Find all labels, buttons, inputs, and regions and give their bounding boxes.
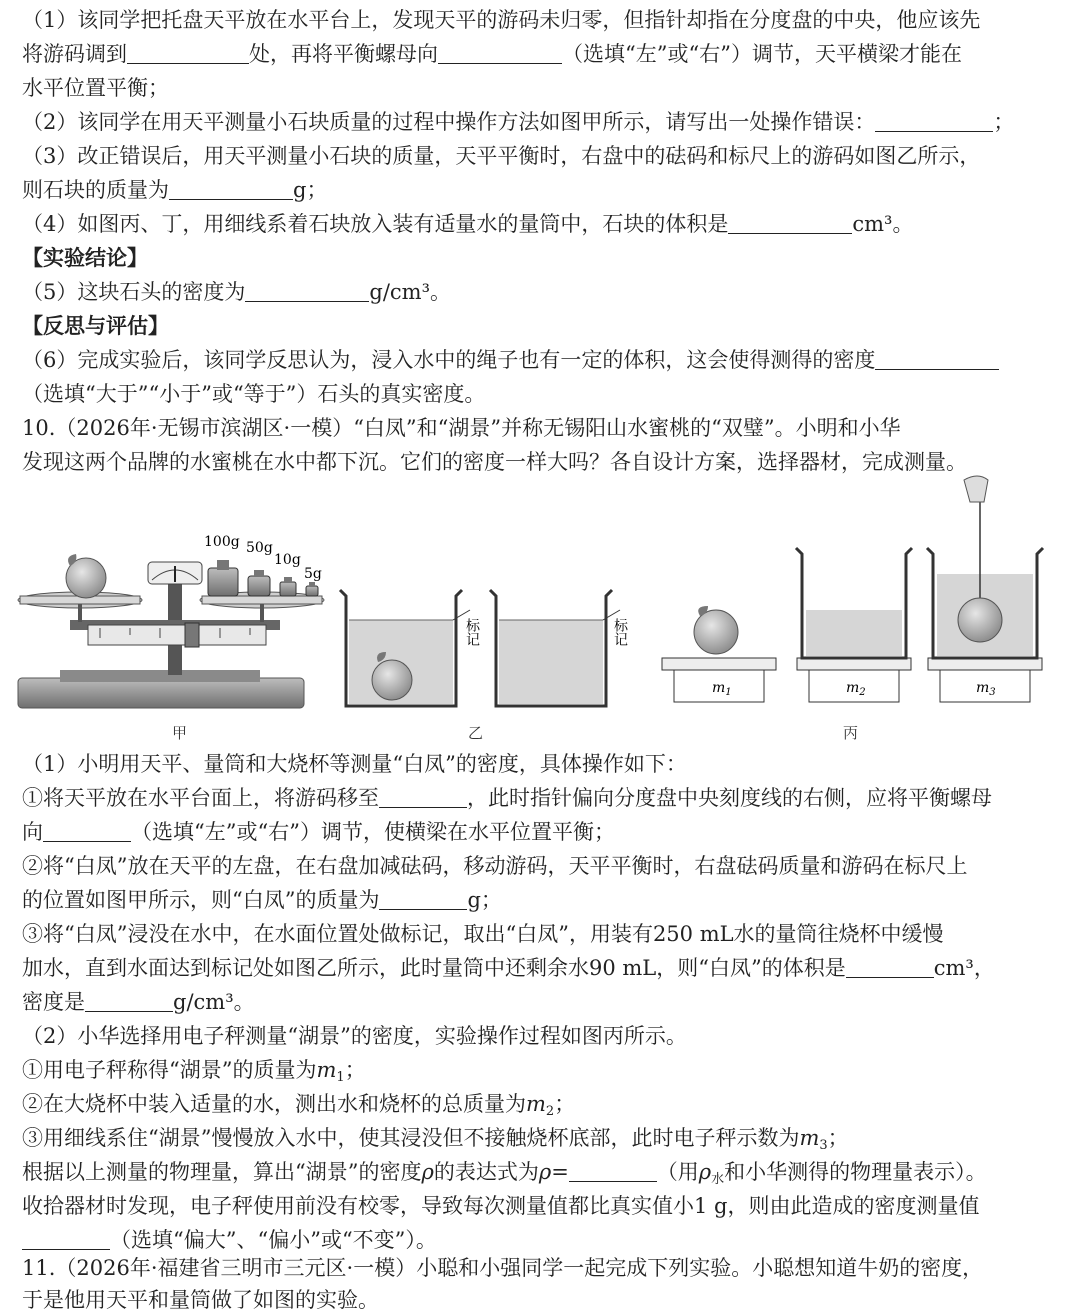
q9-part1-line3: 水平位置平衡； — [22, 76, 169, 100]
m3-label: $m_3$ — [976, 680, 996, 698]
scale-2 — [796, 548, 912, 702]
weight-label: 5g — [304, 566, 322, 582]
balance-scale — [18, 554, 324, 708]
q10-part2-formula: 根据以上测量的物理量，算出“湖景”的密度ρ的表达式为ρ= （用$\rho_水$和小华测得的物理量表示）。 — [22, 1160, 987, 1187]
q9-part2: （2）该同学在用天平测量小石块质量的过程中操作方法如图甲所示，请写出一处操作错误： ； — [22, 110, 1015, 134]
q10-part2-choice: （选填“偏大”、“偏小”或“不变”）。 — [22, 1228, 437, 1252]
weight-label: 10g — [274, 552, 301, 568]
answer-blank[interactable] — [127, 43, 249, 64]
beaker-with-peach — [340, 590, 470, 706]
m2-label: $m_2$ — [846, 680, 866, 698]
beaker-refilled — [490, 590, 620, 706]
q10-step2-line1: ②将“白凤”放在天平的左盘，在右盘加减砝码，移动游码，天平平衡时，右盘砝码质量和游码在标尺上 — [22, 854, 968, 878]
section-heading-reflection: 【反思与评估】 — [22, 313, 169, 338]
q10-intro-line2: 发现这两个品牌的水蜜桃在水中都下沉。它们的密度一样大吗？各自设计方案，选择器材，完成测量。 — [22, 450, 967, 474]
q10-part2-step3: ③用细线系住“湖景”慢慢放入水中，使其浸没但不接触烧杯底部，此时电子秤示数为$m_3$； — [22, 1126, 849, 1153]
answer-blank[interactable] — [875, 349, 999, 370]
q9-part6-line1: （6）完成实验后，该同学反思认为，浸入水中的绳子也有一定的体积，这会使得测得的密度 — [22, 348, 999, 372]
answer-blank[interactable] — [245, 281, 369, 302]
answer-blank[interactable] — [85, 991, 173, 1012]
weight-label: 100g — [204, 534, 240, 550]
m1-label: $m_1$ — [712, 680, 732, 698]
q10-part1-intro: （1）小明用天平、量筒和大烧杯等测量“白凤”的密度，具体操作如下： — [22, 752, 687, 776]
answer-blank[interactable] — [846, 957, 934, 978]
answer-blank[interactable] — [169, 179, 293, 200]
weight-label: 50g — [246, 540, 273, 556]
q10-part2-step2: ②在大烧杯中装入适量的水，测出水和烧杯的总质量为$m_2$； — [22, 1092, 576, 1119]
q10-step3-line3: 密度是 g/cm³。 — [22, 990, 255, 1014]
mark-label: 标记 — [464, 618, 480, 646]
answer-blank[interactable] — [22, 1229, 110, 1250]
section-heading-conclusion: 【实验结论】 — [22, 245, 148, 270]
q10-step2-line2: 的位置如图甲所示，则“白凤”的质量为 g； — [22, 888, 502, 912]
q9-part1-line1: （1）该同学把托盘天平放在水平台上，发现天平的游码未归零，但指针却指在分度盘的中央，他应该先 — [22, 8, 981, 32]
q10-part2-intro: （2）小华选择用电子秤测量“湖景”的密度，实验操作过程如图丙所示。 — [22, 1024, 687, 1048]
q11-line2: 于是他用天平和量筒做了如图的实验。 — [22, 1288, 379, 1312]
q9-part3-line1: （3）改正错误后，用天平测量小石块的质量，天平平衡时，右盘中的砝码和标尺上的游码如图乙所示， — [22, 144, 981, 168]
q10-step1-line1: ①将天平放在水平台面上，将游码移至 ，此时指针偏向分度盘中央刻度线的右侧，应将平衡螺母 — [22, 786, 992, 810]
experiment-figure — [0, 470, 1080, 750]
scale-3 — [927, 476, 1043, 702]
q10-step1-line2: 向 （选填“左”或“右”）调节，使横梁在水平位置平衡； — [22, 820, 615, 844]
answer-blank[interactable] — [438, 43, 562, 64]
answer-blank[interactable] — [569, 1161, 657, 1182]
q10-part2-calibration: 收拾器材时发现，电子秤使用前没有校零，导致每次测量值都比真实值小1 g，则由此造成的密度测量值 — [22, 1194, 980, 1218]
caption-yi: 乙 — [468, 724, 484, 742]
mark-label: 标记 — [612, 618, 628, 646]
caption-jia: 甲 — [172, 724, 188, 742]
q10-step3-line2: 加水，直到水面达到标记处如图乙所示，此时量筒中还剩余水90 mL，则“白凤”的体积是 cm³， — [22, 956, 995, 980]
caption-bing: 丙 — [843, 724, 859, 742]
q11-line1: 11.（2026年·福建省三明市三元区·一模）小聪和小强同学一起完成下列实验。小聪想知道牛奶的密度， — [22, 1256, 984, 1280]
answer-blank[interactable] — [43, 821, 131, 842]
q10-step3-line1: ③将“白凤”浸没在水中，在水面位置处做标记，取出“白凤”，用装有250 mL水的量筒往烧杯中缓慢 — [22, 922, 944, 946]
answer-blank[interactable] — [728, 213, 852, 234]
q9-part6-line2: （选填“大于”“小于”或“等于”）石头的真实密度。 — [22, 382, 486, 406]
q9-part1-line2: 将游码调到 处，再将平衡螺母向 （选填“左”或“右”）调节，天平横梁才能在 — [22, 42, 962, 66]
q9-part5: （5）这块石头的密度为 g/cm³。 — [22, 280, 451, 304]
answer-blank[interactable] — [379, 889, 467, 910]
q10-part2-step1: ①用电子秤称得“湖景”的质量为$m_1$； — [22, 1058, 366, 1085]
answer-blank[interactable] — [379, 787, 467, 808]
q9-part4: （4）如图丙、丁，用细线系着石块放入装有适量水的量筒中，石块的体积是 cm³。 — [22, 212, 914, 236]
q9-part3-line2: 则石块的质量为 g； — [22, 178, 328, 202]
q10-intro-line1: 10.（2026年·无锡市滨湖区·一模）“白凤”和“湖景”并称无锡阳山水蜜桃的“双璧”。小明和小华 — [22, 416, 901, 440]
answer-blank[interactable] — [875, 111, 993, 132]
